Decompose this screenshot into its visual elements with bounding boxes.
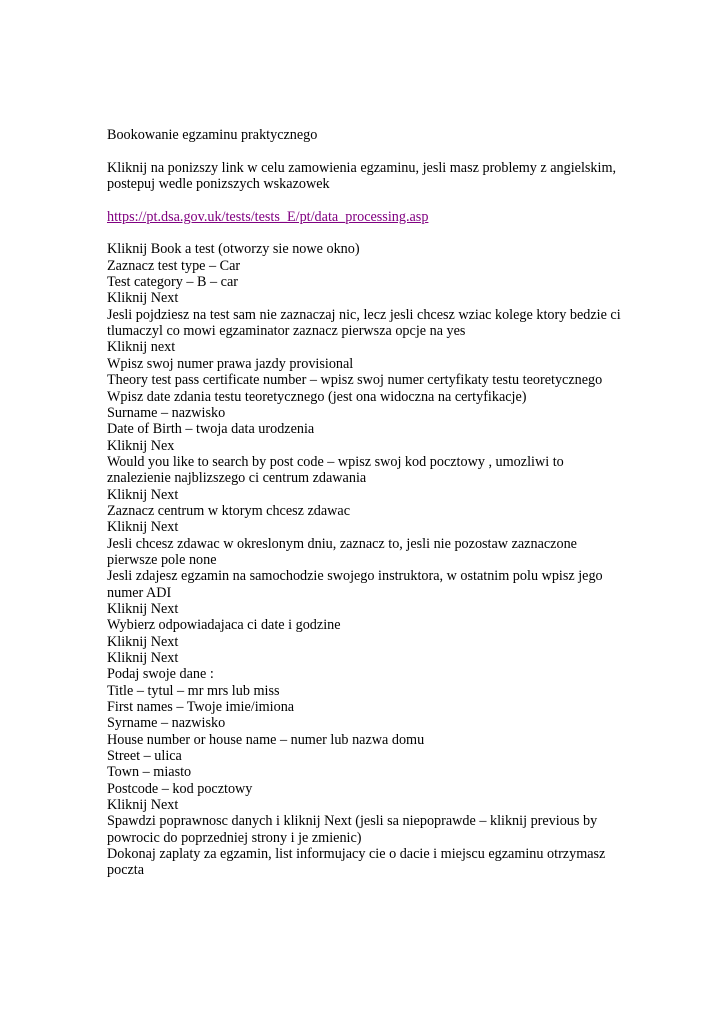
step-line: Jesli pojdziesz na test sam nie zaznaczaj nic, lecz jesli chcesz wziac kolege ktory bedzie ci tlumaczyl co mowi egzaminator zaznacz pierwsza opcje na yes	[107, 306, 621, 340]
step-line: Kliknij Next	[107, 797, 179, 814]
step-line: Kliknij Next	[107, 290, 179, 307]
step-line: Street – ulica	[107, 748, 182, 765]
instruction-steps	[107, 241, 627, 878]
step-line: Zaznacz centrum w ktorym chcesz zdawac	[107, 502, 351, 519]
step-line: Jesli zdajesz egzamin na samochodzie swojego instruktora, w ostatnim polu wpisz jego numer ADI	[107, 568, 603, 601]
link-paragraph	[107, 209, 627, 225]
document-title: Bookowanie egzaminu praktycznego	[107, 127, 318, 143]
step-line: Title – tytul – mr mrs lub miss	[107, 682, 280, 699]
step-line: Postcode – kod pocztowy	[107, 780, 253, 797]
step-line: Date of Birth – twoja data urodzenia	[107, 421, 315, 438]
step-line: Town – miasto	[107, 764, 192, 781]
step-line: Kliknij Next	[107, 633, 179, 650]
step-line: Syrname – nazwisko	[107, 715, 226, 732]
step-line: Wpisz swoj numer prawa jazdy provisional	[107, 355, 354, 372]
step-line: Kliknij next	[107, 339, 176, 356]
step-line: Kliknij Book a test (otworzy sie nowe okno)	[107, 241, 360, 258]
intro-paragraph: Kliknij na ponizszy link w celu zamowienia egzaminu, jesli masz problemy z angielskim, postepuj wedle ponizszych wskazowek	[107, 159, 617, 193]
step-line: Surname – nazwisko	[107, 404, 226, 421]
step-line: First names – Twoje imie/imiona	[107, 699, 295, 716]
step-line: Kliknij Next	[107, 650, 179, 666]
step-line: Podaj swoje dane :	[107, 666, 214, 683]
step-line: Wpisz date zdania testu teoretycznego (jest ona widoczna na certyfikacje)	[107, 388, 527, 405]
step-line: Would you like to search by post code – wpisz swoj kod pocztowy , umozliwi to znalezienie najblizszego ci centrum zdawania	[107, 453, 564, 487]
step-line: House number or house name – numer lub nazwa domu	[107, 731, 425, 748]
step-line: Theory test pass certificate number – wpisz swoj numer certyfikaty testu teoretycznego	[107, 372, 603, 389]
step-line: Wybierz odpowiadajaca ci date i godzine	[107, 617, 341, 634]
step-line: Kliknij Nex	[107, 437, 175, 454]
step-line: Spawdzi poprawnosc danych i kliknij Next (jesli sa niepoprawde – kliknij previous by powrocic do poprzedniej strony i je zmienic)	[107, 813, 598, 846]
step-line: Kliknij Next	[107, 486, 179, 503]
booking-link[interactable]: https://pt.dsa.gov.uk/tests/tests_E/pt/data_processing.asp	[107, 208, 429, 225]
document-page	[107, 127, 627, 879]
step-line: Zaznacz test type – Car	[107, 257, 241, 274]
step-line: Kliknij Next	[107, 600, 179, 617]
step-line: Dokonaj zaplaty za egzamin, list informujacy cie o dacie i miejscu egzaminu otrzymasz poczta	[107, 846, 606, 879]
step-line: Jesli chcesz zdawac w okreslonym dniu, zaznacz to, jesli nie pozostaw zaznaczone pierwsze pole none	[107, 535, 577, 568]
step-line: Test category – B – car	[107, 274, 238, 291]
step-line: Kliknij Next	[107, 519, 179, 536]
